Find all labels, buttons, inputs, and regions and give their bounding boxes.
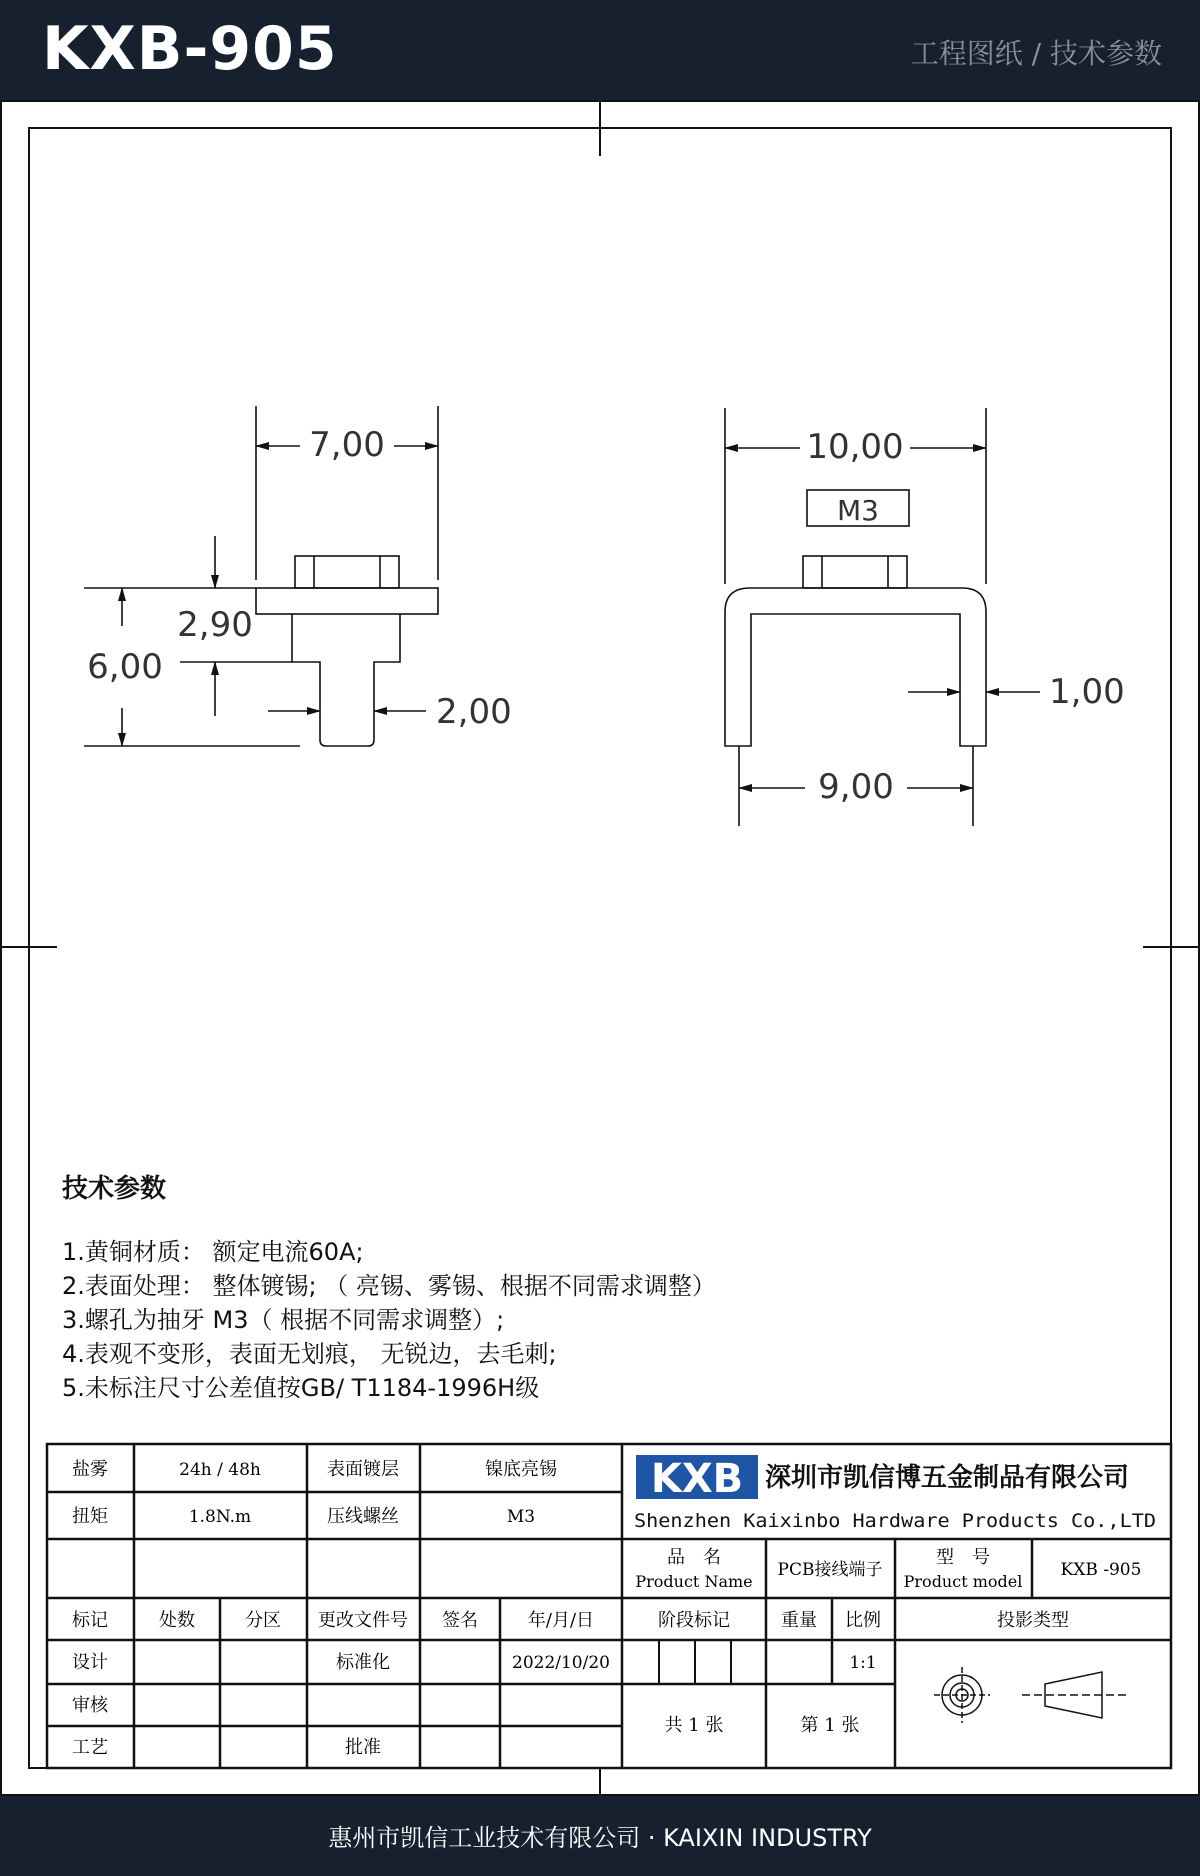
sheets-total: 共 1 张 bbox=[664, 1715, 724, 1736]
col-mark: 标记 bbox=[72, 1610, 108, 1631]
row-process: 工艺 bbox=[72, 1737, 108, 1758]
col-scale: 比例 bbox=[845, 1610, 881, 1631]
kxb-logo bbox=[636, 1455, 758, 1502]
screw-label: 压线螺丝 bbox=[327, 1506, 399, 1527]
col-projection: 投影类型 bbox=[997, 1610, 1069, 1631]
col-zone: 分区 bbox=[245, 1610, 281, 1631]
dim-height-total: 6,00 bbox=[87, 647, 163, 687]
plating-label: 表面镀层 bbox=[327, 1459, 399, 1480]
dim-width-right: 10,00 bbox=[806, 427, 904, 467]
model-title: KXB-905 bbox=[42, 14, 338, 84]
model-label-cn: 型 号 bbox=[936, 1547, 990, 1568]
dim-head: 2,90 bbox=[177, 605, 253, 645]
col-stage: 阶段标记 bbox=[658, 1610, 730, 1631]
product-name-value: PCB接线端子 bbox=[777, 1560, 883, 1580]
product-name-label-cn: 品 名 bbox=[667, 1547, 721, 1568]
col-date: 年/月/日 bbox=[527, 1610, 595, 1631]
col-sign: 签名 bbox=[442, 1610, 478, 1631]
model-value: KXB -905 bbox=[1060, 1560, 1142, 1580]
note-item: 2.表面处理： 整体镀锡; （ 亮锡、雾锡、根据不同需求调整） bbox=[62, 1272, 716, 1300]
row-approve: 批准 bbox=[345, 1737, 381, 1758]
screw-value: M3 bbox=[506, 1507, 536, 1527]
company-name-cn: 深圳市凯信博五金制品有限公司 bbox=[765, 1463, 1130, 1493]
projection-symbol bbox=[934, 1667, 1130, 1723]
dim-pin: 2,00 bbox=[436, 692, 512, 732]
note-item: 1.黄铜材质： 额定电流60A; bbox=[62, 1238, 364, 1266]
salt-value: 24h / 48h bbox=[179, 1460, 261, 1480]
note-item: 3.螺孔为抽牙 M3（ 根据不同需求调整）; bbox=[62, 1306, 505, 1334]
row-review: 审核 bbox=[72, 1695, 108, 1716]
product-name-label-en: Product Name bbox=[635, 1572, 753, 1591]
torque-value: 1.8N.m bbox=[188, 1507, 252, 1527]
col-count: 处数 bbox=[159, 1610, 195, 1631]
company-name-en: Shenzhen Kaixinbo Hardware Products Co.,LTD bbox=[634, 1510, 1156, 1532]
note-item: 5.未标注尺寸公差值按GB/ T1184-1996H级 bbox=[62, 1374, 540, 1402]
dim-thickness: 1,00 bbox=[1049, 672, 1125, 712]
torque-label: 扭矩 bbox=[72, 1506, 108, 1527]
model-label-en: Product model bbox=[903, 1572, 1023, 1591]
dim-width-left: 7,00 bbox=[309, 425, 385, 465]
col-weight: 重量 bbox=[781, 1610, 817, 1631]
note-item: 4.表观不变形，表面无划痕， 无锐边，去毛刺; bbox=[62, 1340, 557, 1368]
scale-value: 1:1 bbox=[849, 1653, 877, 1673]
date-value: 2022/10/20 bbox=[512, 1653, 610, 1673]
row-standard: 标准化 bbox=[336, 1652, 390, 1673]
col-doc: 更改文件号 bbox=[318, 1610, 408, 1631]
sheet-number: 第 1 张 bbox=[800, 1715, 860, 1736]
svg-text:KXB: KXB bbox=[650, 1456, 744, 1502]
footer-text: 惠州市凯信工业技术有限公司 · KAIXIN INDUSTRY bbox=[328, 1824, 872, 1852]
dim-inner-width: 9,00 bbox=[818, 767, 894, 807]
thread-label: M3 bbox=[837, 494, 879, 527]
header-subtitle: 工程图纸 / 技术参数 bbox=[910, 37, 1162, 70]
salt-label: 盐雾 bbox=[72, 1459, 108, 1480]
plating-value: 镍底亮锡 bbox=[485, 1459, 557, 1480]
notes-title: 技术参数 bbox=[62, 1174, 167, 1204]
footer-bar bbox=[0, 1796, 1200, 1876]
row-design: 设计 bbox=[72, 1652, 108, 1673]
